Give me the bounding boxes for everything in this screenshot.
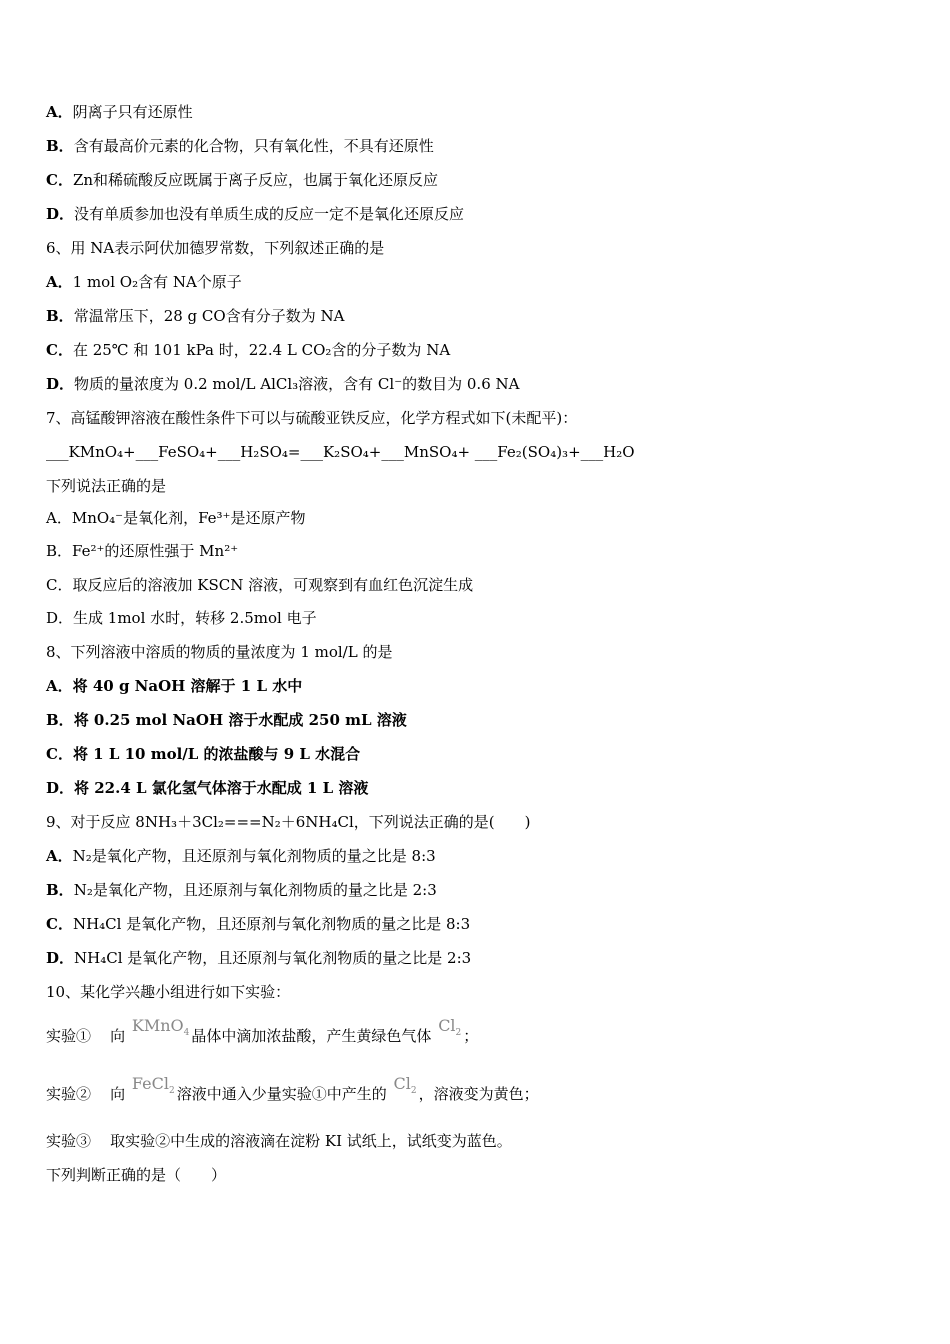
q7-equation: ___KMnO₄+___FeSO₄+___H₂SO₄=___K₂SO₄+___MnSO₄+ ___Fe₂(SO₄)₃+___H₂O	[46, 443, 635, 461]
q8-option-a: A．将 40 g NaOH 溶解于 1 L 水中	[46, 677, 303, 695]
q6-stem: 6、用 NA表示阿伏加德罗常数，下列叙述正确的是	[46, 239, 385, 257]
q6-option-a: A．1 mol O₂含有 NA个原子	[46, 273, 242, 291]
q5-option-a: A．阴离子只有还原性	[46, 103, 193, 121]
q8-option-b: B．将 0.25 mol NaOH 溶于水配成 250 mL 溶液	[46, 711, 407, 729]
q7-option-d: D．生成 1mol 水时，转移 2.5mol 电子	[46, 609, 317, 627]
q6-option-b: B．常温常压下，28 g CO含有分子数为 NA	[46, 307, 345, 325]
cl2-formula: $Cl_2$	[393, 1074, 417, 1096]
q10-stem: 10、某化学兴趣小组进行如下实验：	[46, 983, 291, 1001]
q7-prompt: 下列说法正确的是	[46, 477, 167, 495]
cl2-formula: $Cl_2$	[438, 1016, 462, 1038]
q9-option-c: C．NH₄Cl 是氧化产物，且还原剂与氧化剂物质的量之比是 8:3	[46, 915, 471, 933]
q6-option-d: D．物质的量浓度为 0.2 mol/L AlCl₃溶液，含有 Cl⁻的数目为 0.6 NA	[46, 375, 520, 393]
kmno4-formula: KMnO$_4$	[131, 1016, 190, 1038]
q10-experiment-3: 实验③ 取实验②中生成的溶液滴在淀粉 KI 试纸上，试纸变为蓝色。	[46, 1132, 512, 1150]
q7-option-a: A．MnO₄⁻是氧化剂，Fe³⁺是还原产物	[46, 509, 306, 527]
q5-option-d: D．没有单质参加也没有单质生成的反应一定不是氧化还原反应	[46, 205, 465, 223]
q10-experiment-1: 实验① 向 KMnO$_4$ 晶体中滴加浓盐酸，产生黄绿色气体 $Cl_2$ ；	[46, 1016, 479, 1045]
q7-stem: 7、高锰酸钾溶液在酸性条件下可以与硫酸亚铁反应，化学方程式如下(未配平)：	[46, 409, 578, 427]
q9-option-b: B．N₂是氧化产物，且还原剂与氧化剂物质的量之比是 2:3	[46, 881, 437, 899]
q5-option-b: B．含有最高价元素的化合物，只有氧化性，不具有还原性	[46, 137, 434, 155]
q7-option-b: B．Fe²⁺的还原性强于 Mn²⁺	[46, 542, 239, 560]
q5-option-c: C．Zn和稀硫酸反应既属于离子反应，也属于氧化还原反应	[46, 171, 439, 189]
q8-option-c: C．将 1 L 10 mol/L 的浓盐酸与 9 L 水混合	[46, 745, 361, 763]
q8-stem: 8、下列溶液中溶质的物质的量浓度为 1 mol/L 的是	[46, 643, 393, 661]
q6-option-c: C．在 25℃ 和 101 kPa 时，22.4 L CO₂含的分子数为 NA	[46, 341, 451, 359]
fecl2-formula: FeCl$_2$	[131, 1074, 175, 1096]
q8-option-d: D．将 22.4 L 氯化氢气体溶于水配成 1 L 溶液	[46, 779, 369, 797]
q9-option-a: A．N₂是氧化产物，且还原剂与氧化剂物质的量之比是 8:3	[46, 847, 436, 865]
q9-stem: 9、对于反应 8NH₃＋3Cl₂===N₂＋6NH₄Cl，下列说法正确的是( )	[46, 813, 531, 831]
q10-experiment-2: 实验② 向 FeCl$_2$ 溶液中通入少量实验①中产生的 $Cl_2$ ，溶液变为黄色；	[46, 1074, 539, 1103]
q7-option-c: C．取反应后的溶液加 KSCN 溶液，可观察到有血红色沉淀生成	[46, 576, 474, 594]
q9-option-d: D．NH₄Cl 是氧化产物，且还原剂与氧化剂物质的量之比是 2:3	[46, 949, 472, 967]
q10-prompt: 下列判断正确的是（ ）	[46, 1166, 227, 1184]
